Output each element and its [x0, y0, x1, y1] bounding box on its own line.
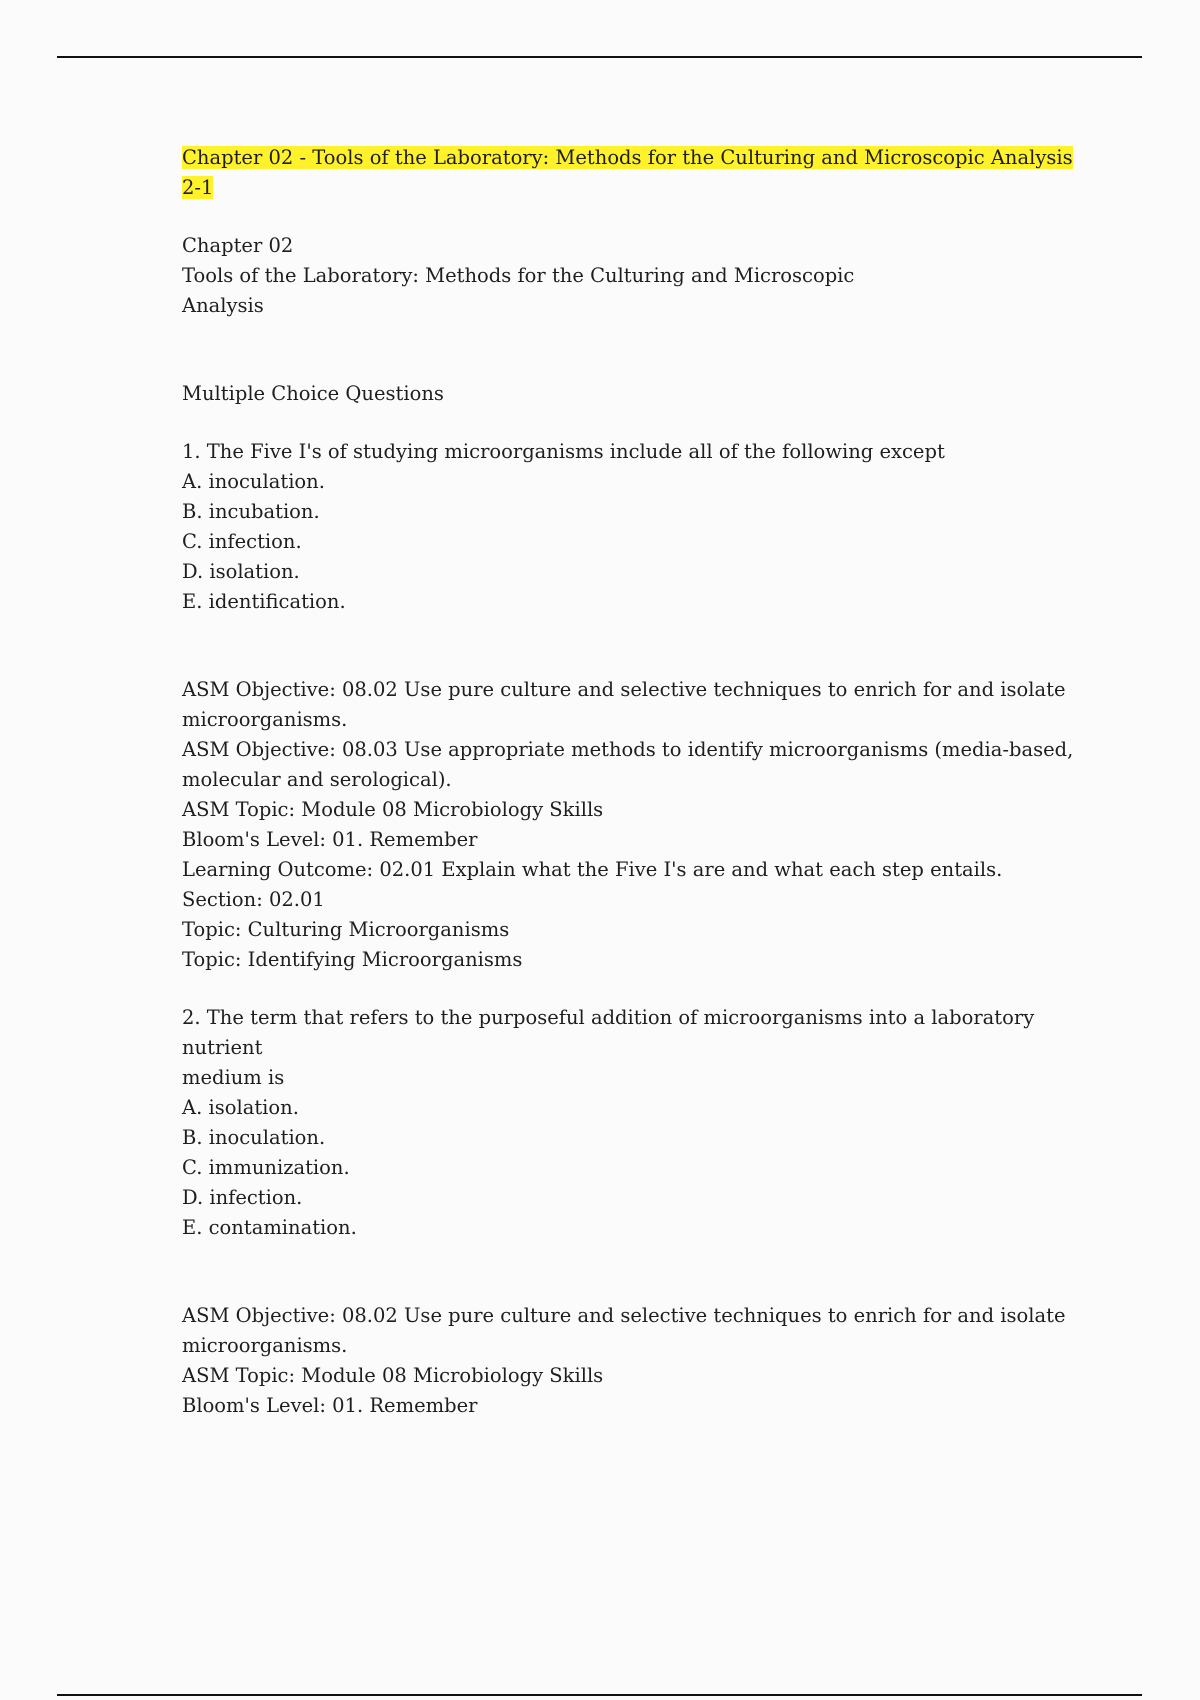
- answer-option: E. contamination.: [182, 1216, 357, 1239]
- chapter-title-block: [182, 231, 1042, 321]
- meta-line: Topic: Identifying Microorganisms: [182, 948, 523, 971]
- answer-option: A. inoculation.: [182, 470, 325, 493]
- question-stem: 2. The term that refers to the purposeful addition of microorganisms into a laboratory: [182, 1006, 1035, 1029]
- chapter-header-highlighted: [182, 143, 1073, 203]
- question-2: [182, 1003, 1042, 1243]
- header-line-2: 2-1: [182, 176, 214, 199]
- document-body: [182, 143, 1074, 1421]
- answer-option: E. identification.: [182, 590, 346, 613]
- bottom-rule: [57, 1694, 1142, 1696]
- section-heading: Multiple Choice Questions: [182, 382, 444, 405]
- top-rule: [57, 56, 1142, 58]
- question-1: [182, 437, 1042, 617]
- question-stem: nutrient: [182, 1036, 263, 1059]
- answer-option: C. immunization.: [182, 1156, 350, 1179]
- answer-option: B. inoculation.: [182, 1126, 326, 1149]
- meta-line: Learning Outcome: 02.01 Explain what the Five I's are and what each step entails.: [182, 858, 1003, 881]
- meta-line: ASM Objective: 08.02 Use pure culture and selective techniques to enrich for and isolate: [182, 1304, 1066, 1327]
- meta-line: Bloom's Level: 01. Remember: [182, 1394, 478, 1417]
- chapter-title-line-1: Tools of the Laboratory: Methods for the Culturing and Microscopic: [182, 264, 855, 287]
- answer-option: C. infection.: [182, 530, 302, 553]
- question-stem: medium is: [182, 1066, 285, 1089]
- answer-option: A. isolation.: [182, 1096, 299, 1119]
- meta-line: Topic: Culturing Microorganisms: [182, 918, 510, 941]
- meta-line: Bloom's Level: 01. Remember: [182, 828, 478, 851]
- meta-line: Section: 02.01: [182, 888, 325, 911]
- meta-line: ASM Topic: Module 08 Microbiology Skills: [182, 1364, 604, 1387]
- chapter-number: Chapter 02: [182, 234, 294, 257]
- header-line-1: Chapter 02 - Tools of the Laboratory: Methods for the Culturing and Microscopic Analysis: [182, 146, 1073, 169]
- question-stem: 1. The Five I's of studying microorganisms include all of the following except: [182, 440, 945, 463]
- meta-line: ASM Topic: Module 08 Microbiology Skills: [182, 798, 604, 821]
- chapter-title-line-2: Analysis: [182, 294, 264, 317]
- question-1-metadata: [182, 675, 1074, 975]
- meta-line: microorganisms.: [182, 708, 348, 731]
- meta-line: microorganisms.: [182, 1334, 348, 1357]
- answer-option: D. infection.: [182, 1186, 303, 1209]
- answer-option: D. isolation.: [182, 560, 300, 583]
- meta-line: molecular and serological).: [182, 768, 452, 791]
- meta-line: ASM Objective: 08.03 Use appropriate methods to identify microorganisms (media-based,: [182, 738, 1074, 761]
- answer-option: B. incubation.: [182, 500, 320, 523]
- question-2-metadata: [182, 1301, 1066, 1421]
- meta-line: ASM Objective: 08.02 Use pure culture and selective techniques to enrich for and isolate: [182, 678, 1066, 701]
